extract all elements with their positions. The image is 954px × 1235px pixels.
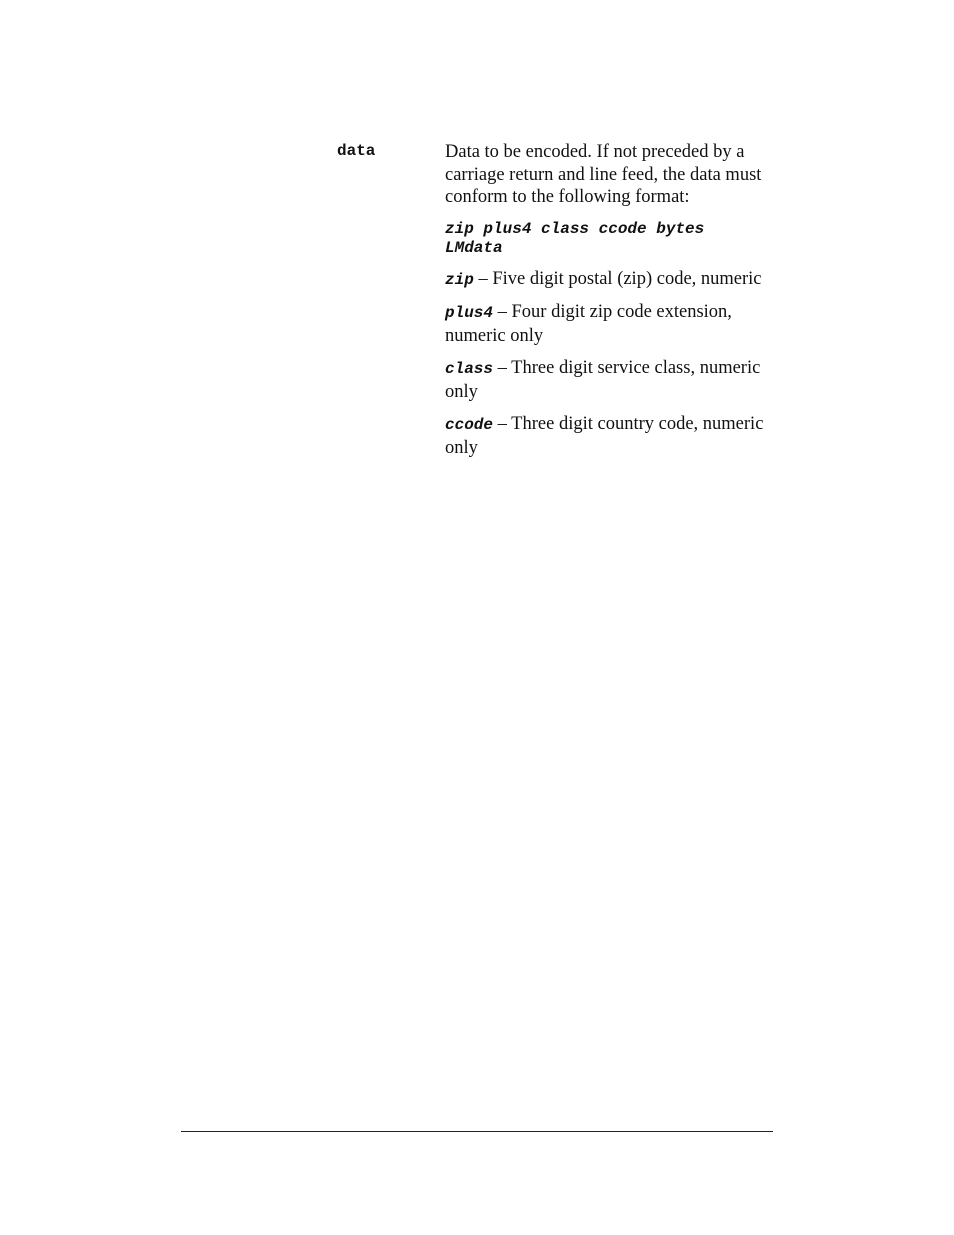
field-ccode (445, 413, 770, 459)
field-description: – Four digit zip code extension, numeric only (445, 302, 732, 346)
field-description: – Three digit country code, numeric only (445, 414, 764, 458)
parameter-name: data (337, 142, 376, 160)
footer-divider (181, 1131, 773, 1132)
field-name: zip (445, 270, 474, 289)
field-zip (445, 268, 770, 292)
format-syntax (445, 219, 770, 258)
format-syntax-line: LMdata (445, 238, 503, 257)
field-plus4 (445, 301, 770, 347)
field-description: – Five digit postal (zip) code, numeric (473, 268, 762, 289)
field-name: ccode (445, 416, 494, 434)
parameter-definition (445, 141, 770, 469)
field-name: plus4 (445, 304, 494, 322)
format-syntax-line: zip plus4 class ccode bytes (445, 219, 705, 238)
parameter-description: Data to be encoded. If not preceded by a carriage return and line feed, the data must conform to the following format: (445, 142, 762, 207)
field-description: – Three digit service class, numeric only (445, 358, 761, 402)
field-class (445, 357, 770, 403)
field-name: class (445, 360, 494, 378)
